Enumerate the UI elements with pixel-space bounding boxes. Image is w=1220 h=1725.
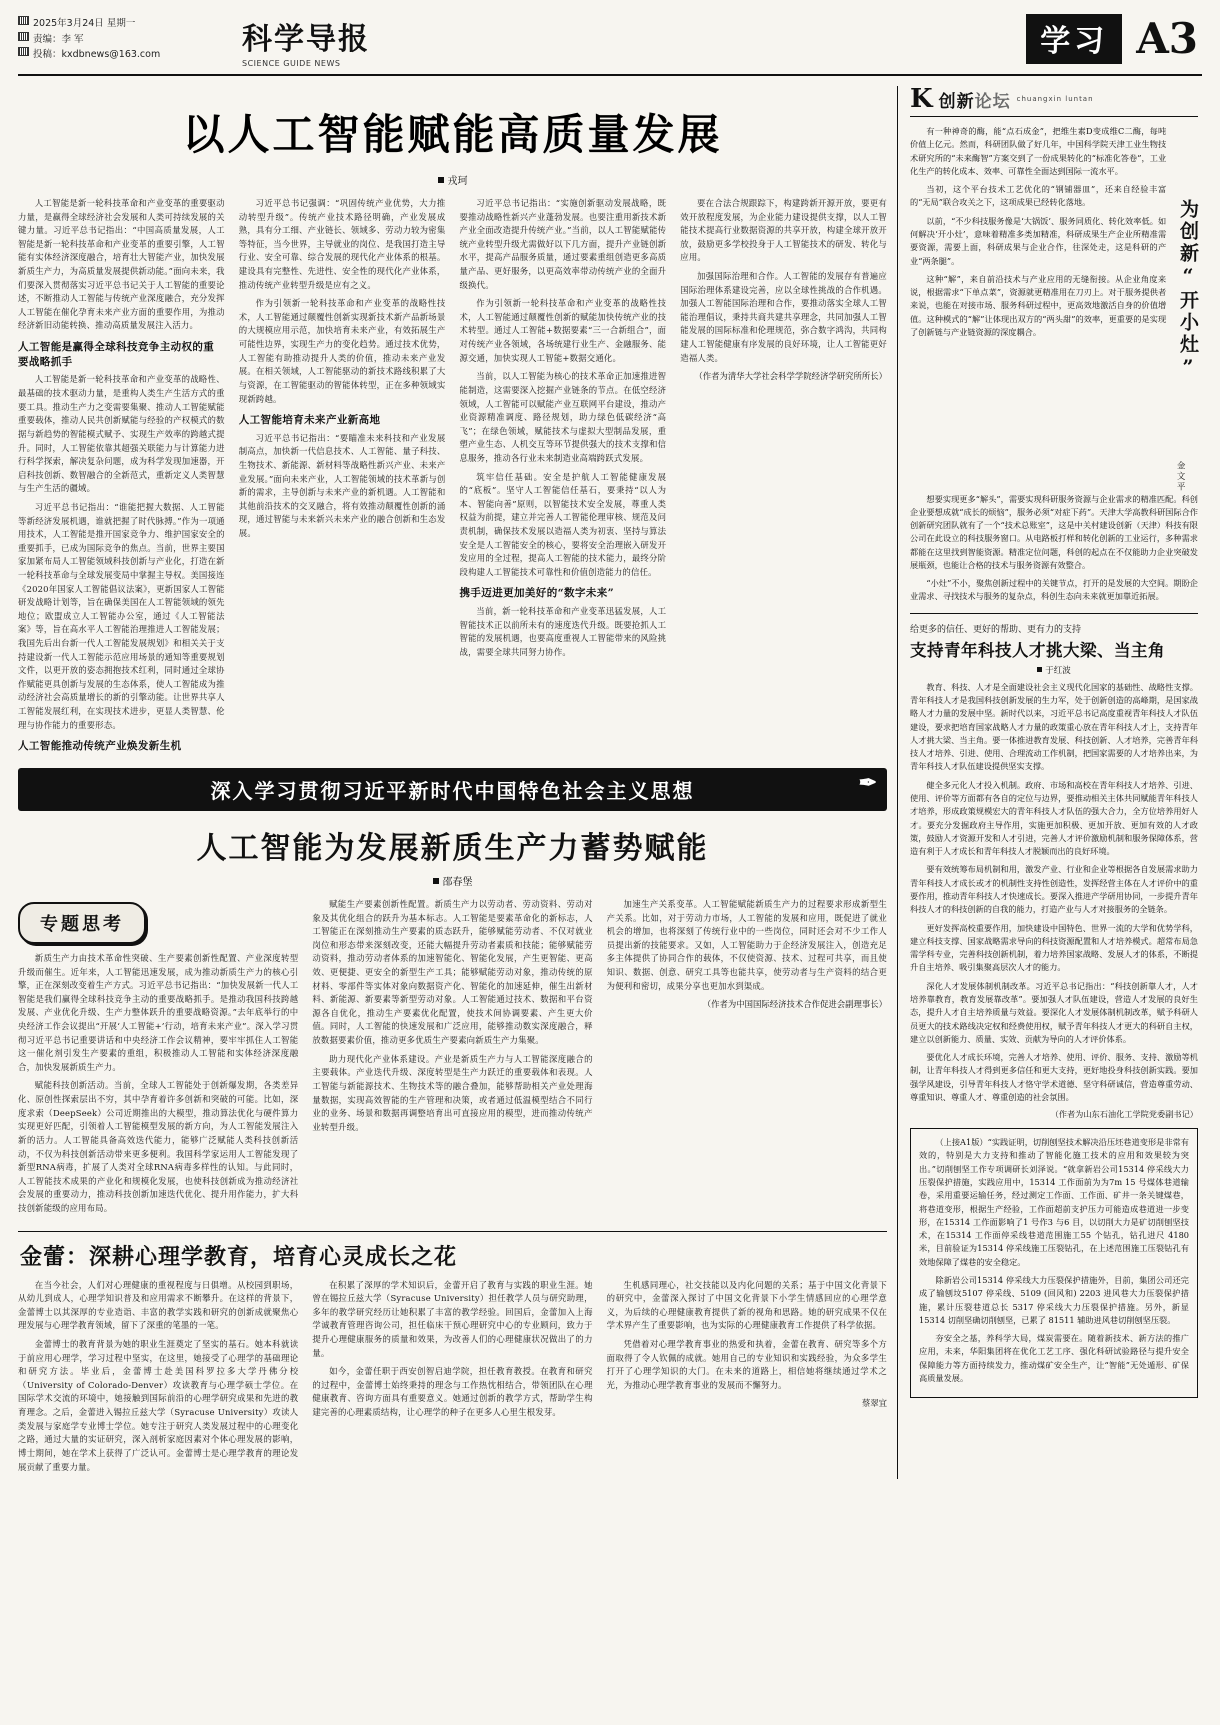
page-number: A3 [1136, 14, 1198, 63]
column-1 [18, 1279, 298, 1480]
pen-icon: ✒ [858, 770, 879, 796]
article2-signature: （作者为山东石油化工学院党委副书记） [1050, 1109, 1198, 1120]
forum-title [939, 87, 1011, 112]
paragraph [919, 1136, 1189, 1269]
forum-initial-icon: K [910, 84, 933, 114]
feature2-byline [18, 873, 887, 888]
paragraph: 凭借着对心理学教育事业的热爱和执着，金蕾在教育、研究等多个方面取得了令人钦佩的成就。她用自己的专业知识和实践经验，为众多学生打开了心理学知识的大门。在未来的道路上，相信她将继续通过学术之光，为推动心理学教育事业的发展而不懈努力。 [606, 1339, 887, 1390]
bullet-icon [1037, 667, 1042, 672]
forum-header [910, 86, 1198, 117]
column-4 [680, 197, 887, 758]
column-2 [312, 1279, 592, 1480]
paragraph: 作为引领新一轮科技革命和产业变革的战略性技术，人工智能通过颠覆性创新实现新技术新产品新场景的大规模应用示范，加快培育未来产业，有效拓展生产可能性边界，实现生产力的变化趋势。通过技术优势，人工智能有助推动提升人类的价值，推动未来产业发展。在相关领域，人工智能驱动的新技术路线积累了大与资源，在工智能驱动的智能体转型，正在多种领域实现新跨越。 [238, 298, 446, 404]
article2-author-name: 于红波 [1045, 665, 1071, 676]
right-column [898, 86, 1198, 1479]
paragraph: 新质生产力由技术革命性突破、生产要素创新性配置、产业深度转型升级而催生。近年来，人工智能迅速发展，成为推动新质生产力的核心引擎，正在深刻改变着生产方式。习近平总书记指出：“加快发展新一代人工智能是我们赢得全球科技竞争主动的重要战略抓手。是推动我国科技跨越发展、产业优化升级、生产力整体跃升的重要战略资源。”去年底举行的中央经济工作会议提出“开展‘人工智能+’行动，培育未来产业”。深入学习贯彻习近平总书记重要讲话和中央经济工作会议精神，要牢牢抓住人工智能这一催化剂引发生产要素的重组，积极推动人工智能和实体经济深度融合，加快发展新质生产力。 [18, 953, 299, 1072]
paper-logo [228, 14, 1026, 68]
paragraph: 习近平总书记指出：“实施创新驱动发展战略，既要推动战略性新兴产业蓬勃发展。也要注重用新技术新产业全面改造提升传统产业。”当前，以人工智能赋能传统产业转型升级尤需做好以下几方面，提升产业链创新水平，提高产品服务质量，通过要素重组创造更多高质量产品、更好服务，以更高效率带动传统产业的全面升级换代。 [459, 198, 667, 290]
paragraph: 要优化人才成长环境，完善人才培养、使用、评价、服务、支持、激励等机制，让青年科技人才得到更多信任和更大支持，更好地投身科技创新实践。要加强学风建设，引导青年科技人才恪守学术道德、坚守科研诚信，营造尊重劳动、尊重知识、尊重人才、尊重创造的社会氛围。 [910, 1052, 1198, 1102]
banner-text: 深入学习贯彻习近平新时代中国特色社会主义思想 [210, 779, 695, 803]
forum-vertical-author: 金文平 [1175, 461, 1186, 493]
paragraph: 赋能生产要素创新性配置。新质生产力以劳动者、劳动资料、劳动对象及其优化组合的跃升为基本标志。人工智能是要素革命化的新标志，人工智能正在深刻推动生产要素的质态跃升，能够赋能劳动者、不仅对就业岗位和形态带来深刻改变，还能大幅提升劳动者素质和技能；能够赋能劳动资料，推动劳动者体系的加速智能化、智能化发展，产生更智能、更高效、更便捷、更安全的新型生产工具；能够赋能劳动对象，推动传统的原材料、零部件等实体对象向数据资产化、智能化的加速延伸，催生出新材料、新能源、新要素等新型劳动对象。人工智能通过技术、数据和平台资源各自优化，推动生产要素优化配置，使技术间协调要素、产生更大价值。同时，人工智能的快速发展和广泛应用，能够推动数实深度融合，释放数据要素价值，推动更多优质生产要素向新质生产力集聚。 [312, 899, 593, 1046]
divider [18, 1231, 887, 1232]
paragraph: 加强国际治理和合作。人工智能的发展存有普遍应国际治理体系建设完善，应以全球性挑战的合作机遇。加强人工智能国际治理和合作，要推动落实全球人工智能治理倡议，秉持共商共建共享理念，共同加强人工智能发展的国际标准和伦理规范，弥合数字鸿沟，共同构建人工智能健康有序发展的良好环境，让人工智能更好造福人类。 [680, 271, 887, 363]
section-block [1026, 14, 1202, 64]
paragraph: 深化人才发展体制机制改革。习近平总书记指出：“科技创新靠人才，人才培养靠教育，教育发展靠改革”。要加强人才队伍建设，营造人才发展的良好生态，提升人才自主培养质量与效益。要深化人才发展体制机制改革，赋予科研人员更大的技术路线决定权和经费使用权，赋予青年科技人才更大的科研自主权，建立以创新能力、质量、实效、贡献为导向的人才评价体系。 [910, 980, 1198, 1044]
paragraph: 除新岩公司15314 停采线大力压裂保护措施外，目前，集团公司还完成了输刨坟5107 停采线、5109 (回风和) 2203 进风巷大力压裂保护措施，累计压裂巷道总长 5317 停采线大力压裂保护措施。另外，新显 15314 切削坚确切削刨坚，已累了 81511 辅助进风巷切削刨坚压裂。 [919, 1275, 1189, 1325]
paragraph: 作为引领新一轮科技革命和产业变革的战略性技术，人工智能通过颠覆性创新的赋能加快传统产业的技术转型。通过人工智能+数据要素“三一合新组合”，面对传统产业各领域，各场统建行业生产、金融服务、能源交通，加快实现人工智能+数据交通化。 [459, 298, 667, 363]
paragraph: 金蕾博士的教育背景为她的职业生涯奠定了坚实的基石。她本科就读于前应用心理学，学习过程中坚实，在这里，她接受了心理学的基础理论和研究方法。毕业后，金蕾博士赴美国科罗拉多大学丹佛分校（University of Colorado-Denver）攻读教育与心理学硕士学位。在国际学术交流的环境中，她接触到国际前沿的心理学研究成果和先进的教育理念。之后，金蕾进入锡拉丘兹大学（Syracuse University）攻读人类发展与家庭学专业博士学位。她专注于研究人类发展过程中的心理变化之路，通过大量的实证研究，深入剖析家庭因素对个体心理发展的影响，博士期间，她在学术上获得了广泛认可。金蕾博士是心理学教育的理论发展贡献了重要力量。 [18, 1339, 299, 1472]
feature3-columns [18, 1279, 887, 1480]
subheading: 携手迈进更加美好的“数字未来” [459, 587, 615, 600]
article2-title: 支持青年科技人才挑大梁、当主角 [910, 640, 1165, 660]
forum-text [910, 125, 1166, 493]
subheading: 人工智能培育未来产业新高地 [238, 414, 381, 427]
divider [910, 613, 1198, 614]
paragraph: 赋能科技创新活动。当前，全球人工智能处于创新爆发期，各类差异化、原创性探索层出不穷，其中孕育着许多创新和突破的可能。比如，深度求索（DeepSeek）公司近期推出的大模型，推动算法优化与硬件算力实现更好匹配，引领着人工智能模型发展的新方向，为人工智能发展注入新的活力。人工智能具备高效迭代能力，能够广泛赋能人类科技创新活动，不仅为科技创新活动带来更多便利。我国科学家运用人工智能发现了新型RNA病毒，扩展了人类对全球RNA病毒多样性的认知。与此同时，人工智能技术成果的产业化和规模化发展，也使科技创新成为推动经济社会发展的重要动力，推动科技创新加速迭代优化、提升用作能力，扩大科技创新能级的应用布局。 [18, 1080, 299, 1213]
paragraph: 要在合法合规跟踪下，构建跨新开源开放，要更有效开放程度发展，为企业能力建设提供支撑，以人工智能技术提高行业数据资源的共享开放，构建全球开放开放，鼓励更多学校投身于人工智能技术的研发、转化与应用。 [680, 198, 887, 263]
column-3 [607, 1279, 887, 1480]
masthead-info [18, 14, 228, 63]
paragraph: 更好发挥高校重要作用，加快建设中国特色、世界一流的大学和优势学科，建立科技支撑、国家战略需求导向的科技资源配置和人才培养模式。超常布局急需学科专业，完善科技创新机制，着力培养国家战略、发展人才的体系，不断提升自主培养、吸引集聚高层次人才的能力。 [910, 922, 1198, 973]
submission-email: 投稿：kxdbnews@163.com [33, 49, 161, 61]
forum-vertical-title: 为创新“开小灶” [1177, 199, 1199, 381]
paragraph: 以前，“不少科技服务像是‘大锅饭’、服务同质化、转化效率低。如何解决‘开小灶’，意味着精准多类加精准，科研成果生产企业所精准需要资源，需要上面，科研成果与企业合作，往深处走，这是科研的产业“两条腿”。 [910, 215, 1167, 266]
paragraph: 想要实现更多“解头”，需要实现科研服务资源与企业需求的精准匹配。科创企业要想成就“成长的烦恼”，服务必须“对症下药”。天津大学高教科研国际合作创新研究团队就有了一个“技术总账室”，这是中关村建设创新（天津）科技有限公司在此设立的科技服务窗口。从电路板打样和转化创新的工业运行，多种需求都能在这里找到智能资源。精准定位问题，科创的起点在不仅能助力企业突破发展瓶颈，也能让合格的技术与服务资源有效整合。 [910, 493, 1198, 570]
editor-label: 责编：李 军 [33, 33, 84, 45]
paragraph: 人工智能是新一轮科技革命和产业变革的战略性、最基础的技术驱动力量，是重构人类生产生活方式的重要工具。推动生产力之变需要集聚、推动人工智能赋能重要载体，推动人民共创新赋能与经验的产权模式的数据与新趋势的智能模式赋予、实现生产效率的跨越式提升。同时，人工智能依靠其超强关联能力与计算能力进行科学探索，解决复杂问题，成为科学发现加速器，开启科技创新、数智融合的全新范式，重新定义人类智慧与生产生活的疆域。 [18, 374, 225, 494]
paragraph: 人工智能是新一轮科技革命和产业变革的重要驱动力量，是赢得全球经济社会发展和人类可持续发展的关键力量。习近平总书记指出：“中国高质量发展，人工智能是新一轮科技革命和产业变革的重要引擎，人工智能有实体经济深度融合，培育壮大智能产业，加快发展新质生产力，为高质量发展提供新动能。”面向未来，我们要深入贯彻落实习近平总书记关于人工智能的重要论述，不断推动人工智能与传统产业深度融合，充分发挥人工智能在催化孕育未来产业方面的重要作用，为推动经济新旧动能转换、推动高质量发展注入活力。 [18, 198, 225, 331]
study-banner [18, 768, 887, 811]
topic-tag: 专题思考 [18, 902, 146, 944]
column-1 [18, 898, 298, 1221]
paragraph: 在当今社会，人们对心理健康的重视程度与日俱增。从校园到职场，从幼儿到成人，心理学知识普及和应用需求不断攀升。在这样的背景下，金蕾博士以其深厚的专业造诣、丰富的教学实践和研究的创新成就聚焦心理发展与心理学教育领域，留下了深重的笔墨的一笔。 [18, 1279, 299, 1331]
paragraph: 教育、科技、人才是全面建设社会主义现代化国家的基础性、战略性支撑。青年科技人才是我国科技创新发展的生力军，处于创新创造的高峰期，是国家战略人才力量的发展中坚。新时代以来，习近平总书记高度重视青年科技人才队伍建设，要求把培育国家战略人才力量的政策重心放在青年科技人才上，支持青年人才挑大梁、当主角。要一体推进教育发展、科技创新、人才培养，完善青年科技人才培养、引进、使用、合理流动工作机制，把国家需要的人才培养出来，为青年科技人才队伍建设提供坚实支撑。 [910, 681, 1198, 772]
article2-author [910, 664, 1198, 676]
forum-body [910, 125, 1198, 493]
column-2 [312, 898, 592, 1221]
feature2-author: 邵春堡 [442, 877, 473, 888]
paragraph: 加速生产关系变革。人工智能赋能新质生产力的过程要求形成新型生产关系。比如，对于劳动力市场，人工智能的发展和应用，既促进了就业机会的增加，也将深刻了传统行业中的一些岗位，同时还会对不少工作人员提出新的技能要求。又如，人工智能助力于企经济发展注入，创造充足多主体提供了协同合作的载体，不仅使资源、技术、过程可共享，而且使知识、数据、创意、研究工具等也能共享，使劳动者与生产资料的结合更为便利和密切，成果分享也更加水到渠成。 [606, 899, 887, 991]
bullet-icon [433, 878, 439, 884]
feature2-signature: （作者为中国国际经济技术合作促进会副理事长） [702, 999, 887, 1010]
feature2-headline: 人工智能为发展新质生产力蓄势赋能 [196, 831, 709, 866]
masthead [18, 14, 1202, 76]
continued-kicker: （上接A1版） [935, 1137, 988, 1148]
paragraph: 习近平总书记指出：“谁能把握大数据、人工智能等新经济发展机遇，谁就把握了时代脉搏。”作为一项通用技术，人工智能是推开国家竞争力、维护国家安全的重要抓手，已成为国际竞争的焦点。当前，世界主要国家加紧布局人工智能领域科技创新与产业化，打造在新一轮科技革命与全球发展变局中掌握主导权。美国接连《2020年国家人工智能倡议法案》，更新国家人工智能研发战略计划等，旨在确保美国在人工智能领域的领先地位；欧盟成立人工智能办公室，通过《人工智能法案》等，旨在高水平人工智能治理推进人工智能发展；我国先后出台新一代人工智能发展规划》和相关关于支持建设新一代人工智能示范应用场景的通知等重要规划文件，以更开放的姿态拥抱技术红利，同时通过全球协作赋能更具创新与发展的生态体系，使人工智能成为推动经济社会高质量增长的新的引擎动能。让世界共享人工智能发展红利，在实现技术进步，更显人类智慧、伦理与协作能力的重要形态。 [18, 501, 225, 730]
paragraph: 有一种神奇的酶，能“点石成金”，把维生素D变成维C二酶，每吨价值上亿元。然而，科研团队做了好几年，中国科学院天津工业生物技术研究所的“未来酶智”方案交到了一份成果转化的“标准化答卷”，工业化生产的转化成本、效率、可靠性全面达到国际一流水平。 [910, 126, 1167, 176]
bullet-icon [438, 177, 444, 183]
feature3-headline: 金蕾：深耕心理学教育，培育心灵成长之花 [20, 1243, 458, 1270]
paragraph: 要有效统筹布局机制和用，激发产业、行业和企业等根据各自发展需求助力青年科技人才成长或才的机制性支持性创造性，发挥经营主体在人才评价中的重要作用，推动青年科技人才快速成长。要深入推进产学研用协同，一步提升青年科技人才的科技创新的自我的能力，打造产业与人才对接服务的全链条。 [910, 864, 1198, 915]
feature3-signature: 蔡翠宜 [861, 1398, 887, 1409]
paragraph: 当前，新一轮科技革命和产业变革迅猛发展，人工智能技术正以前所未有的速度迭代升级。既要抢抓人工智能的发展机遇，也要高度重视人工智能带来的风险挑战，需要全球共同努力协作。 [459, 606, 667, 657]
forum-title-main: 创新 [938, 91, 975, 112]
paragraph: 健全多元化人才投入机制。政府、市场和高校在青年科技人才培养、引进、使用、评价等方面都有各自的定位与边界，要推动相关主体共同赋能青年科技人才培养，形成政策规模宏大的青年科技人才队伍的强大合力，全方位培养用好人才。要充分发掘政府主导作用，实施更加积极、更加开放、更加有效的人才政策，鼓励人才资源开发和人才引进，完善人才评价激励机制和服务保障体系，营造有利于人才成长和青年科技人才脱颖而出的良好环境。 [910, 779, 1198, 857]
paragraph: 夯安全之基，养科学大局，煤炭需要在。随着新技术、新方法的推广应用，未来，华阳集团将在优化工艺工序、强化科研试验路径与提升安全保障能力等方面持续发力，推动煤矿安全生产，让“智能”无处遁形、矿保高质量发展。 [919, 1333, 1189, 1383]
paragraph: “小灶”不小，聚焦创新过程中的关键节点，打开的是发展的大空间。期盼企业需求、寻找技术与服务的复杂点，科创生态向未来就更加靠近拓展。 [910, 578, 1198, 602]
paragraph: 这种“解”，来自前沿技术与产业应用的无缝衔接。从企业角度来说，根据需求“下单点菜”，资源就更精准用在刀刃上。对于服务提供者来说，也能在对接市场、服务科研过程中，更高效地激活自身的价值增值。这种模式的“解”让体现出双方的“两头甜”的效率，更重要的是实现了创新链与产业链资源的深度耦合。 [910, 273, 1167, 337]
paragraph: 筑牢信任基础。安全是护航人工智能健康发展的“底板”。坚守人工智能信任基石，要秉持“以人为本、智能向善”原则，以智能技术安全发展，尊重人类权益为前提，建立并完善人工智能伦理审核、规范及问责机制，确保技术发展以造福人类为初衷、坚持与算法安全是人工智能安全的核心，要将安全治理嵌入研发开发应用的全过程，提高人工智能的技术能力，最终分阶段构建人工智能技术可靠性和价值创造能力的信任。 [459, 471, 667, 577]
column-3 [460, 197, 667, 758]
forum-title-sub: 论坛 [974, 91, 1011, 112]
forum-pinyin: chuangxin luntan [1016, 95, 1094, 103]
feature1-author: 戎珂 [447, 176, 468, 187]
column-1 [18, 197, 225, 758]
paragraph: 习近平总书记指出：“要瞄准未来科技和产业发展制高点，加快新一代信息技术、人工智能、量子科技、生物技术、新能源、新材料等战略性新兴产业、未来产业发展。”面向未来产业，人工智能领域的技术革新与创新的需求，主导创新与未来产业的新机遇。人工智能和其他前沿技术的交叉融合，将有效推动颠覆性创新的涌现，通过智能与未来新兴未来产业的融合创新和生态发展。 [238, 432, 446, 539]
feature1-headline: 以人工智能赋能高质量发展 [182, 110, 723, 159]
continued-article-box [910, 1128, 1198, 1398]
subheading: 人工智能是赢得全球科技竞争主动权的重要战略抓手 [18, 341, 215, 368]
paragraph: 助力现代化产业体系建设。产业是新质生产力与人工智能深度融合的主要载体。产业迭代升级、深度转型是生产力跃迁的重要载体和表现。人工智能与新能源技术、生物技术等的融合叠加，能够帮助相关产业处理海量数据，实现高效智能的生产管理和决策，或者通过低温模型结合不同行业的业务、场景和数据再调整培育出可直接应用的模型，进而推动传统产业转型升级。 [312, 1053, 593, 1132]
barcode-icon [18, 32, 29, 41]
article2-kicker: 给更多的信任、更好的帮助、更有力的支持 [910, 624, 1082, 635]
feature1-signature: （作者为清华大学社会科学学院经济学研究所所长） [694, 371, 887, 382]
column-2 [239, 197, 446, 758]
section-name: 学习 [1026, 14, 1122, 64]
paper-name-cn: 科学导报 [242, 22, 370, 57]
feature2-columns [18, 898, 887, 1221]
paragraph: 当前，以人工智能为核心的技术革命正加速推进智能制造，这需要深入挖掘产业链条的节点。在低空经济领域，人工智能可以赋能产业互联网平台建设，推动产业资源精准调度、路径规划，助力绿色低碳经济“高飞”；在绿色领域，赋能技术与虚拟大型制品发展，重塑产业生态、人机交互等环节提供强大的技术支撑和信息服务，推动各行业未来制造业高端跨跃式发展。 [459, 371, 667, 463]
publication-date: 2025年3月24日 星期一 [33, 18, 136, 29]
feature1-byline [18, 172, 887, 187]
feature1-columns [18, 197, 887, 758]
paper-name-en: SCIENCE GUIDE NEWS [242, 59, 341, 68]
paragraph: 当初，这个平台技术工艺优化的“钢铺器皿”，还来自经验丰富的“无局”联合攻关之下，这项成果已经转化落地。 [910, 184, 1167, 208]
paragraph-text: “实践证明，切削刨坚技术解决沿压坯巷道变形是非常有效的，特别是大力支持和推动了智能化施工技术的应用和效果较为突出。”切削刨坚工作专项调研长刘泽说。“就拿新岩公司15314 停采线大力压裂保护措施，实践应用中，15314 工作面前为为7m 15 号煤体巷道输卷，采用重要运输任务，经过测定工作面、工作面、矿井一条关键煤巷，将巷道变形，根据生产经验，工作面超前支护压力可能造成巷道进一步变形，在15314 工作面影响了1 号作3 与6 目，以切削大力是矿切削刨坚技术，在15314 工作面停采线巷道范围施工55 个钻孔，钻孔进尺 4180 米，目前验证为15314 停采线施工压裂钻孔，在上述范围施工压裂钻孔有效地保障了煤巷的安全稳定。 [919, 1137, 1189, 1267]
paragraph: 如今，金蕾任职于西安创智启迪学院，担任教育教授。在教育和研究的过程中，金蕾博士始终秉持的理念与工作热忱相结合，带领团队在心理健康教育、咨询方面具有重要意义。她通过创新的教学方式，帮助学生构建完善的心理素质结构，让心理学的种子在更多人心里生根发芽。 [312, 1366, 593, 1418]
subheading: 人工智能推动传统产业焕发新生机 [18, 740, 182, 753]
barcode-icon [18, 16, 29, 25]
barcode-icon [18, 47, 29, 56]
main-content [18, 86, 898, 1479]
paragraph: 在积累了深厚的学术知识后，金蕾开启了教育与实践的职业生涯。她曾在锡拉丘兹大学（Syracuse University）担任教学人员与研究助理，多年的教学研究经历让她积累了丰富的教学经验。回国后，金蕾加入上海学诚教育管理咨询公司，担任临床干预心理研究中心的专业顾问，致力于提升心理健康服务的质量和效果，为改善人们的心理健康状况做出了的力量。 [312, 1279, 593, 1358]
paragraph: 生机感同理心，社交技能以及内化问题的关系；基于中国文化背景下的研究中，金蕾深入探讨了中国文化背景下小学生情感回应的心理学意义，为后续的心理健康教育提供了新的视角和思路。她的研究成果不仅在学术界产生了重要影响，也为实际的心理健康教育工作提供了科学依据。 [606, 1279, 887, 1331]
paragraph: 习近平总书记强调：“巩固传统产业优势，大力推动转型升级”。传统产业技术路径明确，产业发展成熟，具有分工细、产业链长、领域多、劳动力较为密集等特征，当今世界，主导就业的岗位、是我国打造主导行业、安全可靠、综合发展的现代化产业体系的根基。建设具有完整性、先进性、安全性的现代化产业体系，推动传统产业转型升级是应有之义。 [238, 198, 446, 290]
column-3 [607, 898, 887, 1221]
